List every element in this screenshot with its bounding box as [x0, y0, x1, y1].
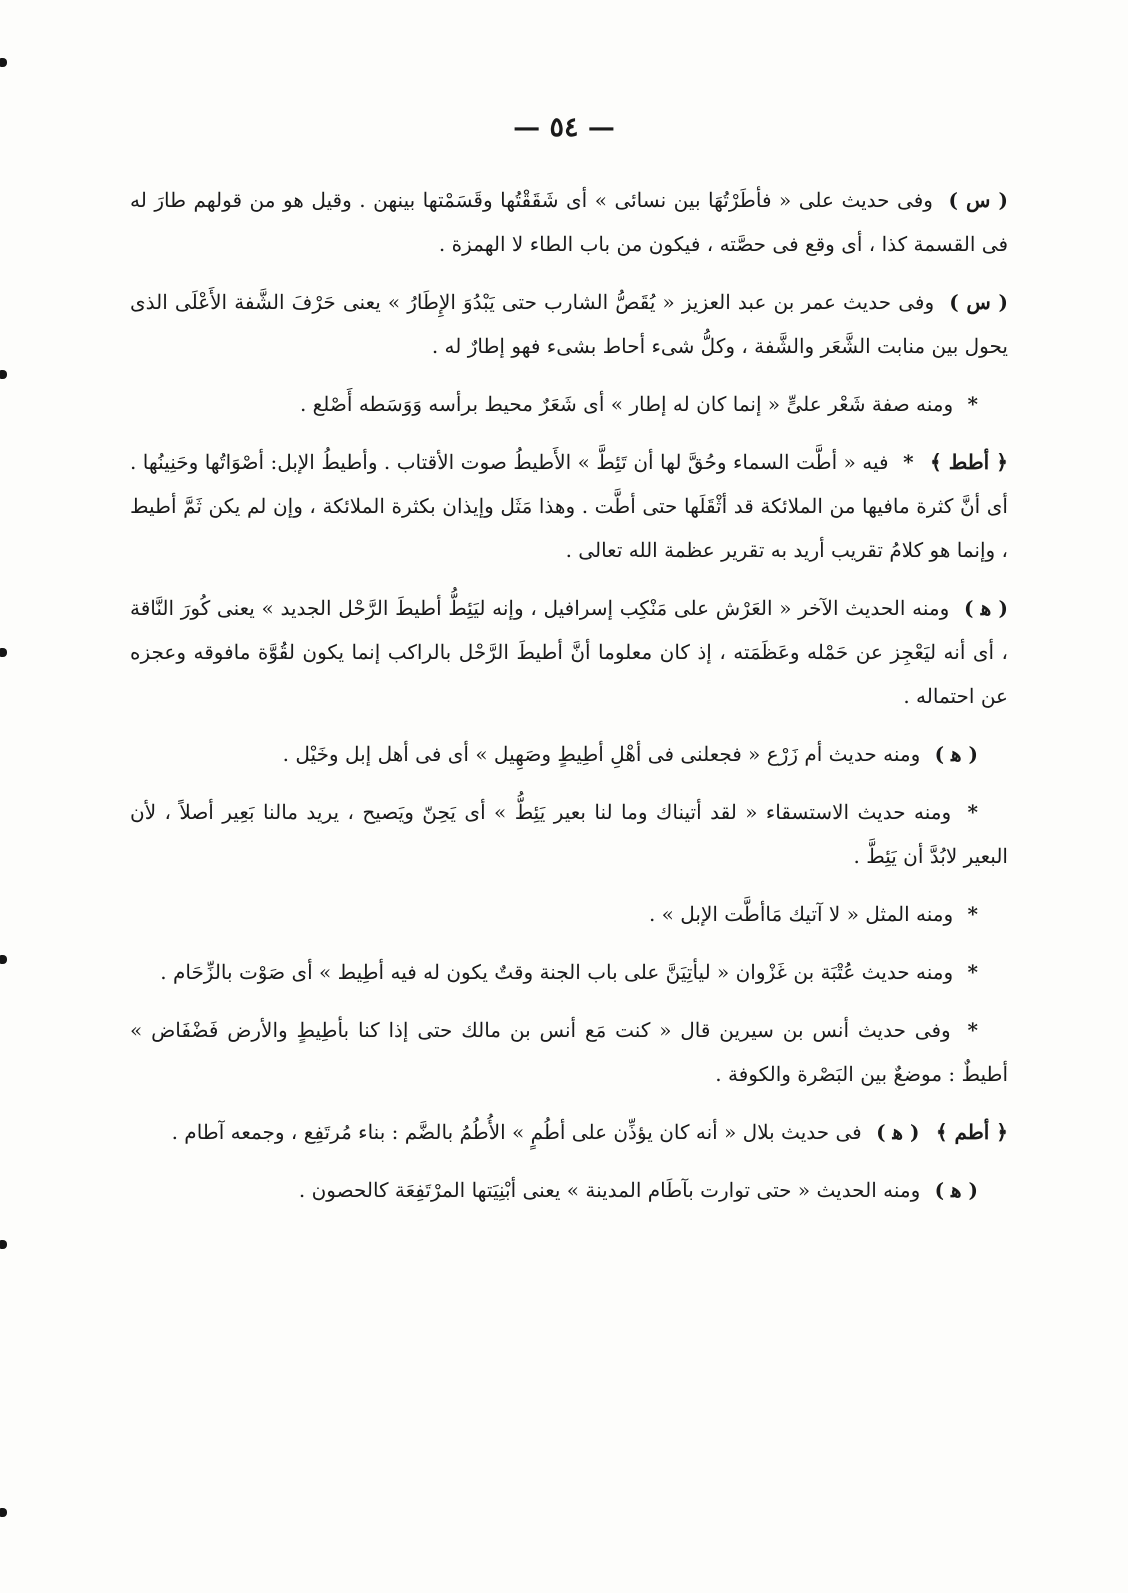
paragraph-9 [130, 950, 1008, 994]
text-body [130, 178, 1008, 1226]
paragraph-text: فيه « أطَّت السماء وحُقَّ لها أن تَئِطَّ » الأَطيطُ صوت الأقتاب . وأطيطُ الإبل: أصْوَاتُها وحَنِينُها . أى أنَّ كثرة مافيها من الملائكة قد أثْقَلَها حتى أطَّت . وهذا مَثَل وإيذان بكثرة الملائكة ، وإن لم يكن ثَمَّ أطيط ، وإنما هو كلامُ تقريب أريد به تقرير عظمة الله تعالى . [130, 450, 1008, 562]
paragraph-text: ومنه حديث الاستسقاء « لقد أتيناك وما لنا بعير يَئِطُّ » أى يَحِنّ ويَصيح ، يريد مالنا بَعِير أصلاً ، لأن البعير لابُدَّ أن يَئِطَّ . [130, 800, 1008, 868]
paragraph-text: وفى حديث عمر بن عبد العزيز « يُقَصُّ الشارب حتى يَبْدُوَ الإِطَارُ » يعنى حَرْفَ الشَّفة الأَعْلَى الذى يحول بين منابت الشَّعَر والشَّفة ، وكلُّ شىء أحاط بشىء فهو إطارٌ له . [130, 290, 1008, 358]
page-number: — ٥٤ — [513, 112, 615, 143]
star-marker: * [967, 800, 979, 824]
paragraph-text: وفى حديث أنس بن سيرين قال « كنت مَع أنس بن مالك حتى إذا كنا بأطِيطٍ والأرض فَضْفَاض » أطيطٌ : موضعٌ بين البَصْرة والكوفة . [130, 1018, 1008, 1086]
paragraph-12 [130, 1168, 1008, 1212]
star-marker: * [967, 960, 978, 984]
paragraph-text: وفى حديث على « فأطَرْتُهَا بين نسائى » أى شَقَقْتُها وقَسَمْتها بينهن . وقيل هو من قولهم طارَ له فى القسمة كذا ، أى وقع فى حصَّته ، فيكون من باب الطاء لا الهمزة . [130, 188, 1008, 256]
paragraph-text: ومنه حديث عُتْبَة بن غَزْوان « ليأتِيَنَّ على باب الجنة وقتٌ يكون له فيه أطِيط » أى صَوْت بالزِّحَام . [160, 960, 954, 984]
paragraph-text: ومنه صفة شَعْر علىٍّ « إنما كان له إطار » أى شَعَرٌ محيط برأسه وَوَسَطه أَصْلع . [299, 392, 954, 416]
paragraph-text: ومنه الحديث الآخر « العَرْش على مَنْكِب إسرافيل ، وإنه ليَئِطُّ أطيطَ الرَّحْل الجديد » يعنى كُورَ النَّاقة ، أى أنه ليَعْجِز عن حَمْله وعَظَمَته ، إذ كان معلوما أنَّ أطيطَ الرَّحْل بالراكب إنما يكون لقُوَّة مافوقه وعجزه عن احتماله . [130, 596, 1008, 708]
margin-scan-mark [0, 1240, 7, 1249]
paragraph-text: ومنه الحديث « حتى توارت بآطَام المدينة » يعنى أبْنِيَتها المرْتَفِعَة كالحصون . [298, 1178, 921, 1202]
star-marker: * [967, 902, 978, 926]
paragraph-10 [130, 1008, 1008, 1096]
source-marker: ( ﻫ ) [934, 742, 978, 766]
paragraph-8 [130, 892, 1008, 936]
entry-heading: ﴿ أطط ﴾ [929, 450, 1008, 474]
star-marker: * [967, 392, 978, 416]
source-marker: ( ﻫ ) [934, 1178, 978, 1202]
entry-heading: ﴿ أطم ﴾ [935, 1120, 1008, 1144]
paragraph-text: ومنه المثل « لا آتيك مَاأطَّت الإبل » . [648, 902, 954, 926]
paragraph-3 [130, 382, 1008, 426]
star-marker: * [903, 450, 914, 474]
entry-atam [130, 1110, 1008, 1154]
margin-scan-mark [0, 648, 7, 657]
star-marker: * [967, 1018, 979, 1042]
source-marker: ( ﻫ ) [963, 596, 1008, 620]
paragraph-7 [130, 790, 1008, 878]
paragraph-6 [130, 732, 1008, 776]
paragraph-1 [130, 178, 1008, 266]
entry-atat [130, 440, 1008, 572]
paragraph-text: ومنه حديث أم زَرْع « فجعلنى فى أهْلِ أطِيطٍ وصَهِيل » أى فى أهل إبل وخَيْل . [282, 742, 921, 766]
margin-scan-mark [0, 370, 7, 379]
source-marker: ( س ) [949, 290, 1009, 314]
margin-scan-mark [0, 58, 7, 67]
paragraph-5 [130, 586, 1008, 718]
paragraph-text: فى حديث بلال « أنه كان يؤذِّن على أطُمٍ » الأُطُمُ بالضَّم : بناء مُرتَفِع ، وجمعه آطام . [171, 1120, 862, 1144]
margin-scan-mark [0, 955, 7, 964]
paragraph-2 [130, 280, 1008, 368]
source-marker: ( س ) [948, 188, 1009, 212]
margin-scan-mark [0, 1508, 7, 1517]
source-marker: ( ﻫ ) [876, 1120, 920, 1144]
